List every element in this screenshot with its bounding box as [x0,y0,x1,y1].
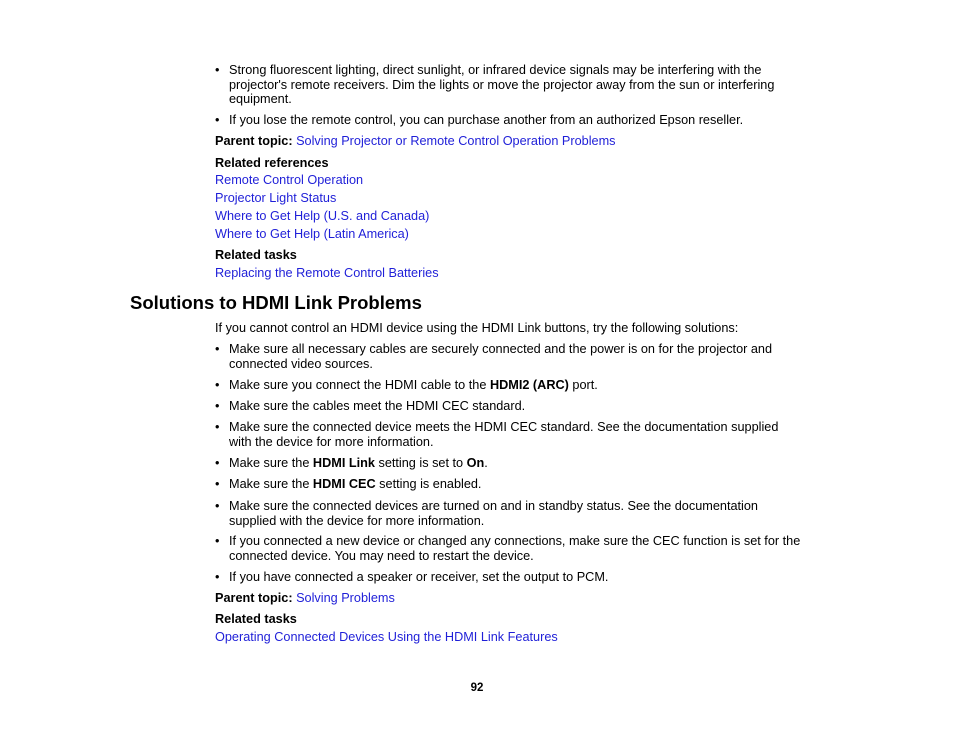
parent-topic-row [215,134,616,149]
list-item [215,420,825,449]
related-tasks-label: Related tasks [215,612,297,626]
hdmi-solutions-list [215,477,825,492]
list-item-line: equipment. [229,92,292,106]
remote-tips-list [215,63,825,107]
parent-topic-label: Parent topic: [215,134,293,148]
related-tasks-label: Related tasks [215,248,297,262]
list-item [215,570,825,585]
port-name: HDMI2 (ARC) [489,378,569,392]
list-item-text: setting is set to [374,456,467,470]
list-item-text: Make sure the [229,477,313,491]
list-item-text: port. [568,378,598,392]
bullet-glyph: • [215,113,220,127]
parent-topic-link[interactable]: Solving Problems [296,591,395,605]
bullet-glyph: • [215,420,220,434]
list-item-line: If you connected a new device or changed any connections, make sure the CEC function is set for the [229,534,801,548]
list-item-line: projector's remote receivers. Dim the lights or move the projector away from the sun or interfering [229,77,775,92]
list-item-line: connected device. You may need to restart the device. [229,548,534,563]
list-item-text: setting is enabled. [375,477,482,491]
list-item [215,477,825,492]
remote-tips-list-2 [215,113,825,128]
page-number: 92 [470,682,484,694]
bullet-glyph: • [215,342,220,356]
related-task-link[interactable]: Operating Connected Devices Using the HDMI Link Features [215,630,558,644]
bullet-glyph: • [215,534,220,548]
related-reference-link[interactable]: Where to Get Help (U.S. and Canada) [215,209,430,223]
parent-topic-row [215,591,395,606]
bullet-glyph: • [215,456,220,470]
hdmi-solutions-list [215,499,825,528]
bullet-glyph: • [215,499,220,513]
list-item [215,534,825,563]
list-item [215,399,825,414]
related-task-link[interactable]: Replacing the Remote Control Batteries [215,266,439,280]
hdmi-solutions-list [215,534,825,563]
hdmi-solutions-list [215,342,825,371]
bullet-glyph: • [215,63,220,77]
list-item-line: Make sure the connected device meets the HDMI CEC standard. See the documentation supplied [229,420,779,434]
list-item [215,499,825,528]
list-item-line: Make sure the connected devices are turned on and in standby status. See the documentation [229,499,758,513]
related-reference-link[interactable]: Where to Get Help (Latin America) [215,227,409,241]
parent-topic-link[interactable]: Solving Projector or Remote Control Operation Problems [296,134,616,148]
setting-name: HDMI CEC [312,477,376,491]
list-item-text: . [484,456,488,470]
list-item-text: If you have connected a speaker or receiver, set the output to PCM. [229,570,609,584]
hdmi-solutions-list [215,420,825,449]
list-item-line: with the device for more information. [229,434,434,449]
list-item-text: Make sure the [229,456,313,470]
list-item-line: Strong fluorescent lighting, direct sunlight, or infrared device signals may be interfering with the [229,63,762,77]
bullet-glyph: • [215,477,220,491]
list-item-line: If you lose the remote control, you can purchase another from an authorized Epson reseller. [229,113,744,127]
hdmi-solutions-list [215,399,825,414]
parent-topic-label: Parent topic: [215,591,293,605]
hdmi-solutions-list [215,570,825,585]
list-item-line: connected video sources. [229,356,373,371]
hdmi-solutions-list [215,456,825,471]
list-item [215,342,825,371]
list-item [215,456,825,471]
list-item-line: supplied with the device for more information. [229,513,485,528]
list-item-text: Make sure you connect the HDMI cable to the [229,378,490,392]
bullet-glyph: • [215,570,220,584]
related-reference-link[interactable]: Remote Control Operation [215,173,364,187]
list-item [215,113,825,128]
related-references-label: Related references [215,156,329,170]
related-reference-link[interactable]: Projector Light Status [215,191,337,205]
setting-value: On [466,456,485,470]
list-item-text: Make sure the cables meet the HDMI CEC standard. [229,399,526,413]
hdmi-solutions-list [215,378,825,393]
setting-name: HDMI Link [312,456,375,470]
bullet-glyph: • [215,378,220,392]
list-item [215,63,825,107]
section-heading: Solutions to HDMI Link Problems [130,292,422,313]
list-item-line: Make sure all necessary cables are securely connected and the power is on for the projector and [229,342,773,356]
list-item [215,378,825,393]
intro-text: If you cannot control an HDMI device using the HDMI Link buttons, try the following solutions: [215,321,739,335]
bullet-glyph: • [215,399,220,413]
